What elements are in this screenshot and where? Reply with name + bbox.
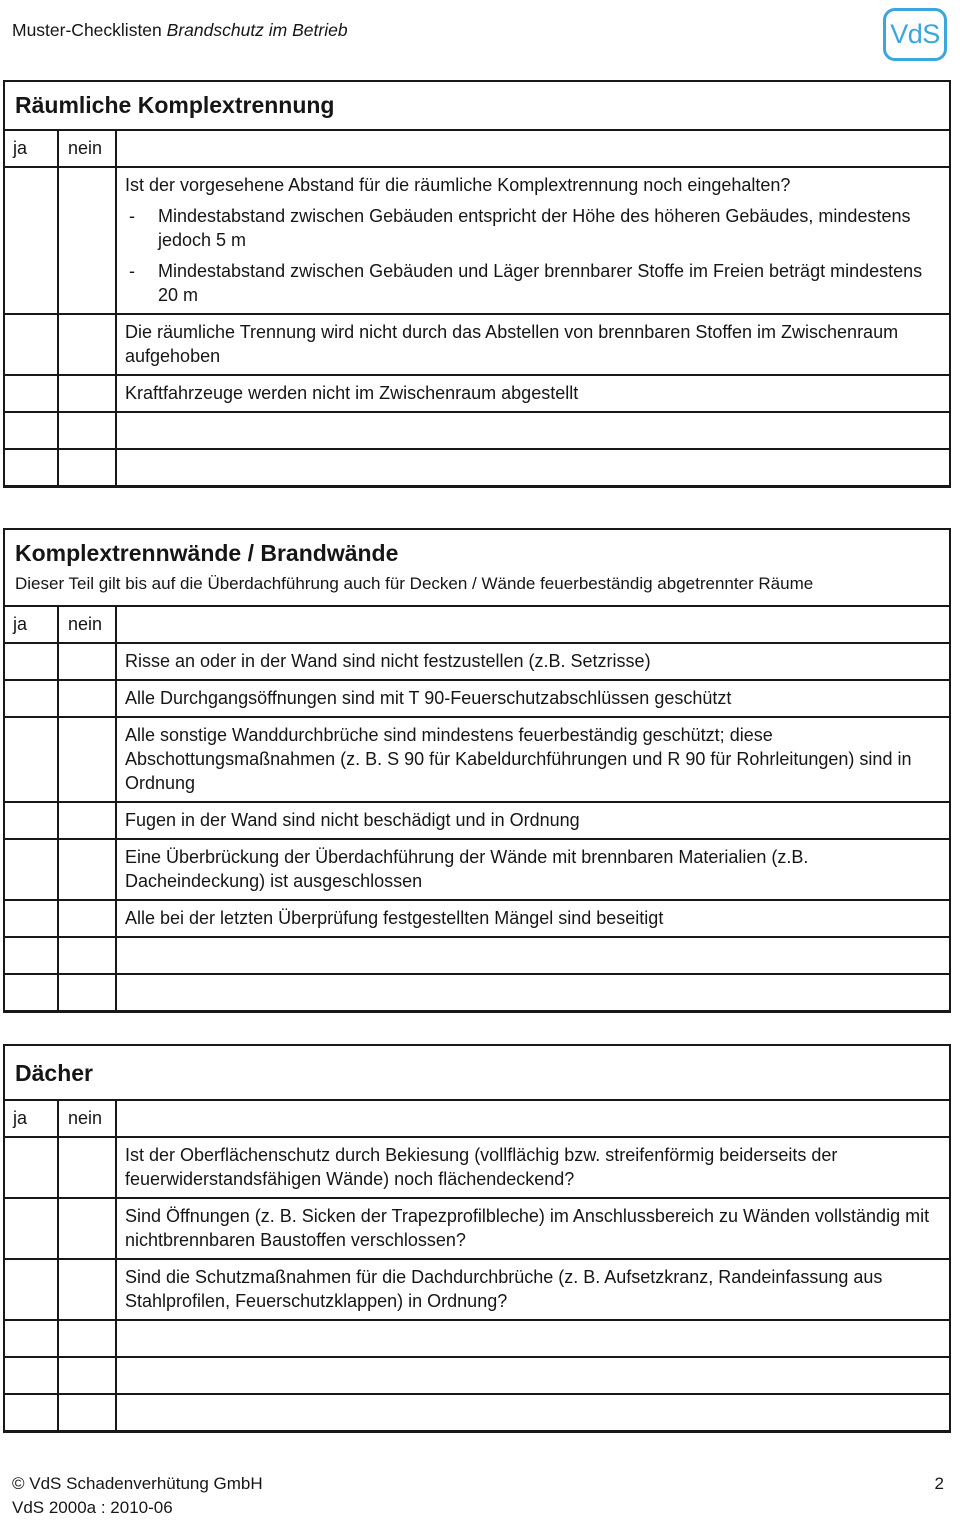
ja-checkbox-cell (5, 644, 59, 679)
checklist-item-text (117, 1395, 949, 1430)
column-header-row (5, 1099, 949, 1136)
section-title: Dächer (15, 1060, 93, 1086)
checklist-row (5, 801, 949, 838)
no-column-header: nein (59, 1101, 117, 1136)
checklist-row (5, 716, 949, 801)
yes-column-header: ja (5, 1101, 59, 1136)
checklist-row (5, 936, 949, 973)
vds-logo-text: VdS (890, 19, 940, 49)
question-text: Fugen in der Wand sind nicht beschädigt und in Ordnung (125, 810, 580, 830)
checklist-item-text (117, 718, 949, 801)
checklist-row (5, 1197, 949, 1258)
checklist-item-text (117, 376, 949, 411)
ja-checkbox-cell (5, 718, 59, 801)
question-text: Alle bei der letzten Überprüfung festgestellten Mängel sind beseitigt (125, 908, 664, 928)
ja-checkbox-cell (5, 803, 59, 838)
nein-checkbox-cell (59, 840, 117, 899)
section-raeumliche-komplextrennung (3, 80, 951, 488)
nein-checkbox-cell (59, 1395, 117, 1430)
question-column-header (117, 131, 949, 166)
checklist-row (5, 166, 949, 313)
checklist-row (5, 899, 949, 936)
document-running-header (12, 20, 348, 41)
checklist-row (5, 1356, 949, 1393)
checklist-item-text (117, 413, 949, 448)
question-column-header (117, 607, 949, 642)
ja-checkbox-cell (5, 413, 59, 448)
nein-checkbox-cell (59, 168, 117, 313)
checklist-row (5, 313, 949, 374)
question-text: Alle Durchgangsöffnungen sind mit T 90-Feuerschutzabschlüssen geschützt (125, 688, 732, 708)
bullet-item (125, 259, 937, 307)
question-text: Ist der Oberflächenschutz durch Bekiesung (vollflächig bzw. streifenförmig beiderseits der feuerwiderstandsfähigen Wände) noch flächendeckend? (125, 1145, 838, 1189)
checklist-item-text (117, 450, 949, 485)
bullet-text: Mindestabstand zwischen Gebäuden entspricht der Höhe des höheren Gebäudes, mindestens jedoch 5 m (158, 206, 911, 250)
section-daecher (3, 1044, 951, 1433)
nein-checkbox-cell (59, 1358, 117, 1393)
nein-checkbox-cell (59, 975, 117, 1010)
ja-checkbox-cell (5, 376, 59, 411)
no-column-header: nein (59, 607, 117, 642)
checklist-row (5, 1393, 949, 1430)
nein-checkbox-cell (59, 901, 117, 936)
ja-checkbox-cell (5, 1358, 59, 1393)
checklist-row (5, 1258, 949, 1319)
checklist-row (5, 448, 949, 485)
column-header-row (5, 129, 949, 166)
nein-checkbox-cell (59, 644, 117, 679)
question-text: Alle sonstige Wanddurchbrüche sind mindestens feuerbeständig geschützt; diese Abschottungsmaßnahmen (z. B. S 90 für Kabeldurchführungen und R 90 für Rohrleitungen) sind in Ordnung (125, 725, 912, 793)
checklist-item-text (117, 1321, 949, 1356)
checklist-item-text (117, 975, 949, 1010)
checklist-row (5, 838, 949, 899)
ja-checkbox-cell (5, 168, 59, 313)
section-subtitle: Dieser Teil gilt bis auf die Überdachführung auch für Decken / Wände feuerbeständig abgetrennter Räume (15, 574, 814, 593)
question-text: Eine Überbrückung der Überdachführung der Wände mit brennbaren Materialien (z.B. Dacheindeckung) ist ausgeschlossen (125, 847, 809, 891)
checklist-row (5, 973, 949, 1010)
nein-checkbox-cell (59, 450, 117, 485)
checklist-item-text (117, 681, 949, 716)
bullet-item (125, 204, 937, 252)
bullet-dash: - (129, 206, 135, 226)
nein-checkbox-cell (59, 315, 117, 374)
checklist-item-text (117, 901, 949, 936)
checklist-item-text (117, 803, 949, 838)
column-header-row (5, 605, 949, 642)
footer-left (12, 1472, 263, 1520)
section-komplextrennwaende-brandwaende (3, 528, 951, 1013)
checklist-item-text (117, 938, 949, 973)
ja-checkbox-cell (5, 901, 59, 936)
section-header (5, 1046, 949, 1099)
nein-checkbox-cell (59, 413, 117, 448)
ja-checkbox-cell (5, 1395, 59, 1430)
ja-checkbox-cell (5, 315, 59, 374)
nein-checkbox-cell (59, 1138, 117, 1197)
page-footer (12, 1472, 944, 1520)
nein-checkbox-cell (59, 1260, 117, 1319)
question-text: Sind die Schutzmaßnahmen für die Dachdurchbrüche (z. B. Aufsetzkranz, Randeinfassung aus Stahlprofilen, Feuerschutzklappen) in Ordnung? (125, 1267, 883, 1311)
question-text: Ist der vorgesehene Abstand für die räumliche Komplextrennung noch eingehalten? (125, 175, 791, 195)
checklist-row (5, 411, 949, 448)
ja-checkbox-cell (5, 1199, 59, 1258)
ja-checkbox-cell (5, 1138, 59, 1197)
checklist-item-text (117, 168, 949, 313)
section-title: Räumliche Komplextrennung (15, 92, 335, 118)
yes-column-header: ja (5, 131, 59, 166)
footer-doc-id: VdS 2000a : 2010-06 (12, 1498, 173, 1517)
question-text: Die räumliche Trennung wird nicht durch das Abstellen von brennbaren Stoffen im Zwischenraum aufgehoben (125, 322, 899, 366)
checklist-item-text (117, 1138, 949, 1197)
checklist-row (5, 642, 949, 679)
section-header (5, 530, 949, 605)
checklist-row (5, 1319, 949, 1356)
checklist-item-text (117, 1260, 949, 1319)
ja-checkbox-cell (5, 1321, 59, 1356)
ja-checkbox-cell (5, 1260, 59, 1319)
nein-checkbox-cell (59, 803, 117, 838)
ja-checkbox-cell (5, 840, 59, 899)
section-title: Komplextrennwände / Brandwände (15, 540, 399, 566)
question-text: Risse an oder in der Wand sind nicht festzustellen (z.B. Setzrisse) (125, 651, 651, 671)
checklist-item-text (117, 644, 949, 679)
question-text: Kraftfahrzeuge werden nicht im Zwischenraum abgestellt (125, 383, 579, 403)
checklist-item-text (117, 1199, 949, 1258)
bullet-text: Mindestabstand zwischen Gebäuden und Läger brennbarer Stoffe im Freien beträgt mindestens 20 m (158, 261, 923, 305)
checklist-item-text (117, 840, 949, 899)
nein-checkbox-cell (59, 681, 117, 716)
footer-copyright: © VdS Schadenverhütung GmbH (12, 1474, 263, 1493)
ja-checkbox-cell (5, 450, 59, 485)
header-title-italic: Brandschutz im Betrieb (166, 20, 348, 40)
question-text: Sind Öffnungen (z. B. Sicken der Trapezprofilbleche) im Anschlussbereich zu Wänden vollständig mit nichtbrennbaren Baustoffen verschlossen? (125, 1206, 930, 1250)
ja-checkbox-cell (5, 938, 59, 973)
bullet-dash: - (129, 261, 135, 281)
header-title-regular: Muster-Checklisten (12, 20, 162, 40)
nein-checkbox-cell (59, 938, 117, 973)
section-header (5, 82, 949, 129)
nein-checkbox-cell (59, 718, 117, 801)
ja-checkbox-cell (5, 975, 59, 1010)
checklist-row (5, 679, 949, 716)
checklist-row (5, 1136, 949, 1197)
nein-checkbox-cell (59, 1199, 117, 1258)
nein-checkbox-cell (59, 376, 117, 411)
question-column-header (117, 1101, 949, 1136)
checklist-content (3, 80, 951, 1433)
vds-logo (883, 8, 947, 61)
yes-column-header: ja (5, 607, 59, 642)
page-number: 2 (934, 1474, 944, 1493)
ja-checkbox-cell (5, 681, 59, 716)
checklist-row (5, 374, 949, 411)
no-column-header: nein (59, 131, 117, 166)
checklist-item-text (117, 315, 949, 374)
nein-checkbox-cell (59, 1321, 117, 1356)
checklist-item-text (117, 1358, 949, 1393)
